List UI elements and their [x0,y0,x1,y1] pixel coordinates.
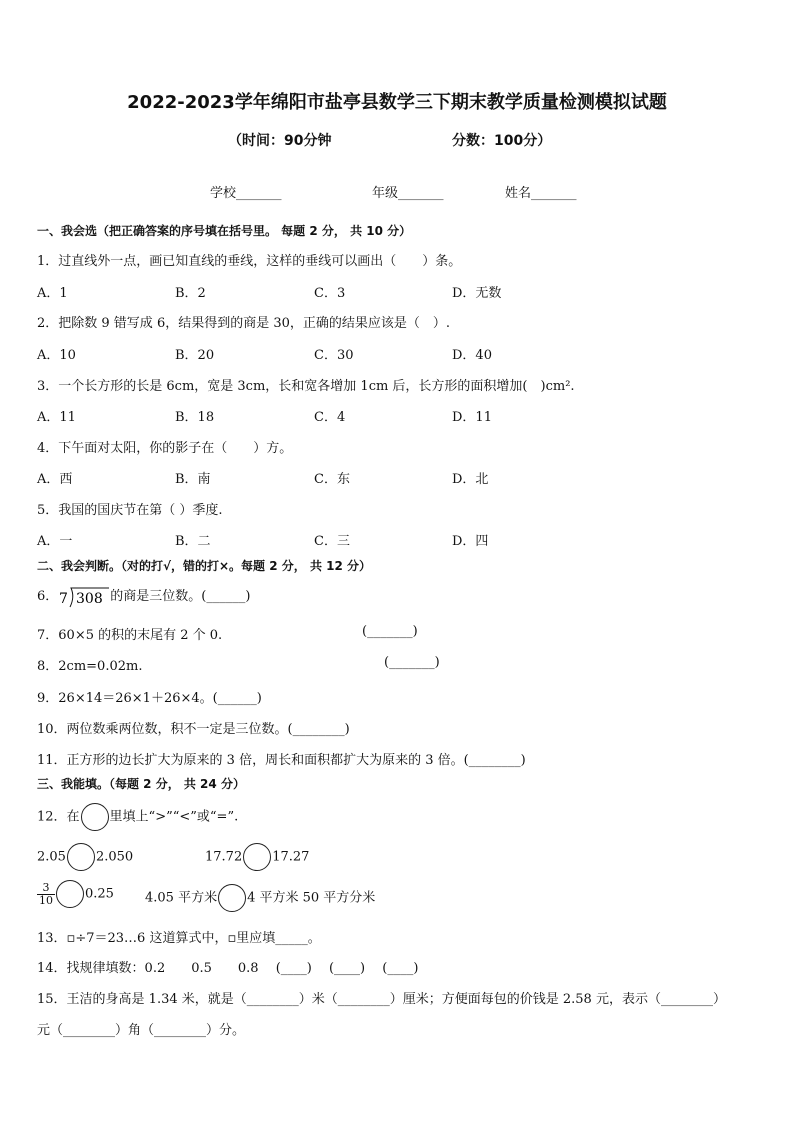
question-8: 8．2cm=0.02m. [37,659,143,674]
question-5: 5．我国的国庆节在第（ ）季度. [37,503,223,518]
school-field: 学校_______ [210,186,282,201]
section2-heading: 二、我会判断。（对的打√，错的打×。每题 2 分， 共 12 分） [37,559,371,573]
q2-option-c: C．30 [314,348,354,363]
fraction-numerator: 3 [37,882,55,895]
value-17-72: 17.72 [205,849,243,865]
long-division-symbol [58,586,110,608]
q3-option-a: A．11 [37,410,76,425]
q6-suffix: 的商是三位数。(______) [110,589,251,604]
name-field: 姓名_______ [505,186,577,201]
q5-option-d: D．四 [452,534,489,549]
value-4-05-sqm: 4.05 平方米 [145,890,218,906]
question-1: 1．过直线外一点，画已知直线的垂线，这样的垂线可以画出（ ）条。 [37,254,462,269]
q2-option-a: A．10 [37,348,76,363]
compare-circle[interactable] [67,843,95,871]
section3-heading: 三、我能填。（每题 2 分， 共 24 分） [37,777,245,791]
question-11: 11．正方形的边长扩大为原来的 3 倍，周长和面积都扩大为原来的 3 倍。(________) [37,753,526,768]
grade-field: 年级_______ [372,186,444,201]
question-6 [37,585,250,608]
value-2-050: 2.050 [95,849,134,865]
q1-option-d: D．无数 [452,286,502,301]
question-13: 13．▫÷7＝23…6 这道算式中，▫里应填_____。 [37,931,321,946]
compare-row-1-left [37,843,133,871]
question-14: 14．找规律填数：0.2 0.5 0.8 (____) (____) (____) [37,961,419,976]
fraction-denominator: 10 [39,893,53,907]
q8-answer-blank[interactable]: (_______) [384,655,440,670]
time-note: （时间：90分钟 [228,133,332,149]
question-7: 7．60×5 的积的末尾有 2 个 0. [37,628,223,643]
compare-circle[interactable] [81,803,109,831]
q1-option-a: A．1 [37,286,68,301]
q4-option-a: A．西 [37,472,73,487]
q12-suffix: 里填上“>”“<”或“=”. [109,809,239,825]
q6-prefix: 6． [37,589,59,604]
q6-dividend: 308 [76,590,104,607]
compare-row-2-left [37,880,114,908]
fraction-3-10 [37,882,55,907]
value-4sqm-50sqdm: 4 平方米 50 平方分米 [247,890,376,906]
question-12 [37,803,238,831]
q5-option-c: C．三 [314,534,350,549]
q2-option-d: D．40 [452,348,492,363]
q6-divisor: 7 [59,590,69,607]
q2-option-b: B．20 [175,348,215,363]
q3-option-b: B．18 [175,410,215,425]
q5-option-a: A．一 [37,534,73,549]
q4-option-c: C．东 [314,472,350,487]
question-10: 10．两位数乘两位数，积不一定是三位数。(________) [37,722,350,737]
question-15-line-1: 15．王洁的身高是 1.34 米，就是（________）米（________）厘米；方便面每包的价钱是 2.58 元，表示（________） [37,992,726,1007]
question-15-line-2: 元（________）角（________）分。 [37,1023,246,1038]
compare-circle[interactable] [56,880,84,908]
value-2-05: 2.05 [37,849,66,865]
page-title: 2022-2023学年绵阳市盐亭县数学三下期末教学质量检测模拟试题 [127,92,667,113]
value-17-27: 17.27 [272,849,310,865]
question-9: 9．26×14＝26×1＋26×4。(______) [37,691,262,706]
q3-option-d: D．11 [452,410,492,425]
score-note: 分数：100分） [452,133,552,149]
compare-circle[interactable] [243,843,271,871]
q1-option-c: C．3 [314,286,346,301]
q12-prefix: 12．在 [37,809,80,825]
compare-row-2-right [145,884,375,912]
question-3: 3．一个长方形的长是 6cm，宽是 3cm，长和宽各增加 1cm 后，长方形的面积增加( )cm². [37,379,575,394]
value-0-25: 0.25 [85,886,114,902]
compare-row-1-right [205,843,309,871]
q7-answer-blank[interactable]: (_______) [362,624,418,639]
q3-option-c: C．4 [314,410,346,425]
q4-option-b: B．南 [175,472,211,487]
q1-option-b: B．2 [175,286,206,301]
question-4: 4．下午面对太阳，你的影子在（ ）方。 [37,441,293,456]
q4-option-d: D．北 [452,472,489,487]
q5-option-b: B．二 [175,534,211,549]
question-2: 2．把除数 9 错写成 6，结果得到的商是 30，正确的结果应该是（ ）. [37,316,451,331]
compare-circle[interactable] [218,884,246,912]
section1-heading: 一、我会选（把正确答案的序号填在括号里。 每题 2 分， 共 10 分） [37,224,412,238]
